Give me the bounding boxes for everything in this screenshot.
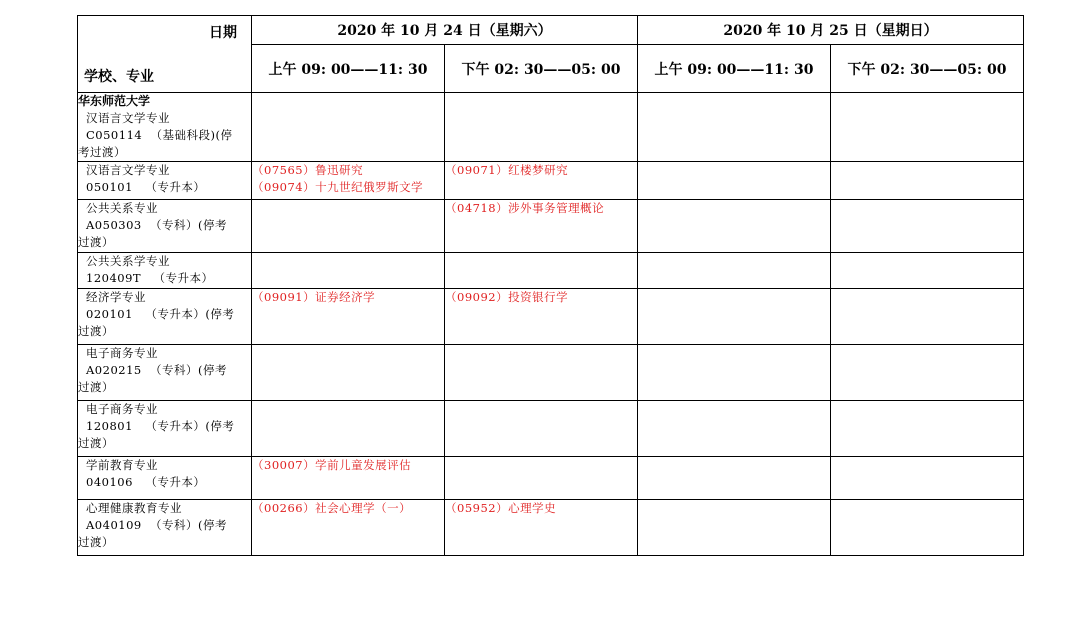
table-body xyxy=(78,93,1024,556)
major-name: 电子商务专业 xyxy=(86,402,158,416)
exam-schedule-table xyxy=(77,15,1024,556)
day2-pm-cell xyxy=(831,289,1024,345)
major-name: 心理健康教育专业 xyxy=(86,501,182,515)
day1-header: 2020 年 10 月 24 日（星期六） xyxy=(252,16,638,45)
day2-pm-cell xyxy=(831,401,1024,457)
day2-pm-cell xyxy=(831,93,1024,162)
major-code: A050303 （专科）(停考 xyxy=(86,218,228,232)
major-cell xyxy=(78,253,252,289)
day1-am-cell xyxy=(252,401,445,457)
day2-am-cell xyxy=(638,401,831,457)
day1-am-header: 上午 09: 00——11: 30 xyxy=(252,45,445,93)
day1-pm-cell xyxy=(445,200,638,253)
table-row xyxy=(78,457,1024,500)
header-row-dates xyxy=(78,16,1024,45)
major-code: C050114 （基础科段)(停 xyxy=(86,128,233,142)
major-code: 050101 （专升本） xyxy=(86,180,206,194)
course-item: （05952）心理学史 xyxy=(445,501,557,515)
major-code: 040106 （专升本） xyxy=(86,475,206,489)
day1-pm-cell xyxy=(445,457,638,500)
major-cell xyxy=(78,401,252,457)
day2-am-cell xyxy=(638,289,831,345)
major-name: 汉语言文学专业 xyxy=(86,163,170,177)
day2-am-cell xyxy=(638,93,831,162)
table-row xyxy=(78,200,1024,253)
day2-pm-cell xyxy=(831,200,1024,253)
course-item: （09092）投资银行学 xyxy=(445,290,569,304)
day1-pm-cell xyxy=(445,93,638,162)
course-item: （07565）鲁迅研究 xyxy=(252,163,364,177)
day2-pm-cell xyxy=(831,162,1024,200)
table-row xyxy=(78,401,1024,457)
day2-am-cell xyxy=(638,500,831,556)
major-name: 公共关系专业 xyxy=(86,201,158,215)
course-item: （00266）社会心理学（一） xyxy=(252,501,412,515)
day1-am-cell xyxy=(252,457,445,500)
day2-am-header: 上午 09: 00——11: 30 xyxy=(638,45,831,93)
major-note: 考过渡） xyxy=(78,145,126,159)
day1-am-cell xyxy=(252,93,445,162)
major-note: 过渡） xyxy=(78,380,114,394)
table-row xyxy=(78,162,1024,200)
day1-pm-cell xyxy=(445,401,638,457)
major-name: 公共关系学专业 xyxy=(86,254,170,268)
major-cell xyxy=(78,289,252,345)
major-code: 120409T （专升本） xyxy=(86,271,214,285)
day2-header: 2020 年 10 月 25 日（星期日） xyxy=(638,16,1024,45)
day1-am-cell xyxy=(252,500,445,556)
day1-am-cell xyxy=(252,162,445,200)
table-row xyxy=(78,93,1024,162)
day1-pm-header: 下午 02: 30——05: 00 xyxy=(445,45,638,93)
day1-pm-cell xyxy=(445,345,638,401)
major-name: 汉语言文学专业 xyxy=(86,111,170,125)
day1-am-cell xyxy=(252,289,445,345)
major-code: 020101 （专升本）(停考 xyxy=(86,307,235,321)
day1-am-cell xyxy=(252,200,445,253)
corner-header-cell xyxy=(78,16,252,93)
day1-am-cell xyxy=(252,253,445,289)
day2-pm-cell xyxy=(831,500,1024,556)
day2-pm-cell xyxy=(831,253,1024,289)
day2-am-cell xyxy=(638,200,831,253)
course-item: （04718）涉外事务管理概论 xyxy=(445,201,605,215)
day1-pm-cell xyxy=(445,253,638,289)
table-row xyxy=(78,253,1024,289)
major-code: 120801 （专升本）(停考 xyxy=(86,419,235,433)
major-note: 过渡） xyxy=(78,235,114,249)
major-cell xyxy=(78,345,252,401)
major-note: 过渡） xyxy=(78,324,114,338)
major-note: 过渡） xyxy=(78,436,114,450)
course-item: （30007）学前儿童发展评估 xyxy=(252,458,412,472)
major-cell xyxy=(78,500,252,556)
day2-am-cell xyxy=(638,253,831,289)
major-cell xyxy=(78,457,252,500)
day1-pm-cell xyxy=(445,289,638,345)
major-cell xyxy=(78,200,252,253)
course-item: （09091）证券经济学 xyxy=(252,290,376,304)
course-item: （09074）十九世纪俄罗斯文学 xyxy=(252,180,424,194)
school-major-label: 学校、专业 xyxy=(84,69,154,85)
day2-pm-header: 下午 02: 30——05: 00 xyxy=(831,45,1024,93)
day1-am-cell xyxy=(252,345,445,401)
date-label: 日期 xyxy=(209,25,237,41)
day2-am-cell xyxy=(638,345,831,401)
major-name: 电子商务专业 xyxy=(86,346,158,360)
major-name: 经济学专业 xyxy=(86,290,146,304)
table-row xyxy=(78,500,1024,556)
day2-am-cell xyxy=(638,457,831,500)
major-code: A040109 （专科）(停考 xyxy=(86,518,228,532)
major-cell xyxy=(78,93,252,162)
table-row xyxy=(78,345,1024,401)
day2-pm-cell xyxy=(831,345,1024,401)
day2-pm-cell xyxy=(831,457,1024,500)
major-code: A020215 （专科）(停考 xyxy=(86,363,228,377)
major-name: 学前教育专业 xyxy=(86,458,158,472)
day1-pm-cell xyxy=(445,162,638,200)
day2-am-cell xyxy=(638,162,831,200)
major-note: 过渡） xyxy=(78,535,114,549)
day1-pm-cell xyxy=(445,500,638,556)
major-cell xyxy=(78,162,252,200)
university-name: 华东师范大学 xyxy=(78,94,151,108)
course-item: （09071）红楼梦研究 xyxy=(445,163,569,177)
table-row xyxy=(78,289,1024,345)
